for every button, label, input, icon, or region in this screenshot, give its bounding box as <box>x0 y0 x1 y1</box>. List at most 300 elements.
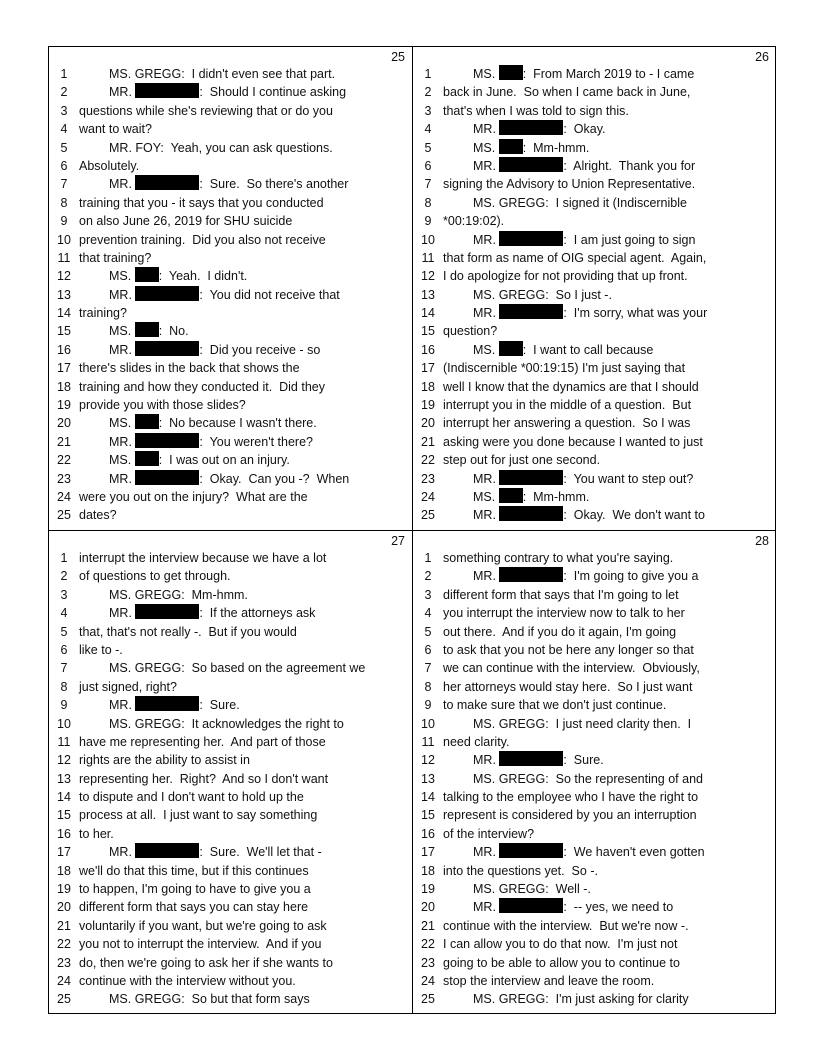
page-number: 27 <box>391 534 405 548</box>
line-number: 19 <box>421 882 435 897</box>
line-text <box>79 102 333 120</box>
transcript-line <box>413 696 775 714</box>
line-text-segment: training and how they conducted it. Did they <box>79 379 325 394</box>
line-text <box>109 586 248 604</box>
transcript-line <box>49 286 411 304</box>
line-text <box>443 322 497 340</box>
line-text-segment: MS. <box>473 489 499 504</box>
line-number: 22 <box>57 453 71 468</box>
page-number: 28 <box>755 534 769 548</box>
line-number: 4 <box>424 606 432 621</box>
line-text-segment: training? <box>79 306 127 321</box>
line-number: 8 <box>60 679 68 694</box>
line-text <box>79 506 117 524</box>
transcript-line <box>413 175 775 193</box>
line-number: 25 <box>57 508 71 523</box>
line-text-segment: provide you with those slides? <box>79 398 246 413</box>
transcript-line <box>413 231 775 249</box>
transcript-lines <box>49 549 411 1009</box>
redaction-block <box>135 451 159 466</box>
line-text <box>79 549 326 567</box>
line-text-segment: on also June 26, 2019 for SHU suicide <box>79 214 293 229</box>
transcript-line <box>413 843 775 861</box>
line-text-segment: : Mm-hmm. <box>522 489 590 504</box>
line-number: 3 <box>424 587 432 602</box>
line-number: 25 <box>421 508 435 523</box>
line-number: 18 <box>421 863 435 878</box>
redaction-block <box>499 470 563 485</box>
transcript-line <box>49 917 411 935</box>
line-number: 6 <box>424 158 432 173</box>
line-text <box>443 733 509 751</box>
line-text <box>79 623 297 641</box>
line-text-segment: *00:19:02). <box>443 214 505 229</box>
line-number: 13 <box>421 771 435 786</box>
line-text-segment: MR. <box>109 342 136 357</box>
line-text <box>109 659 365 677</box>
line-text <box>473 139 589 157</box>
line-text-segment: MS. <box>473 342 499 357</box>
transcript-line <box>49 678 411 696</box>
line-text-segment: need clarity. <box>443 734 510 749</box>
line-text-segment: : No because I wasn't there. <box>158 416 317 431</box>
transcript-line <box>49 267 411 285</box>
line-text-segment: we can continue with the interview. Obviously, <box>443 661 700 676</box>
transcript-line <box>49 488 411 506</box>
line-text-segment: : I was out on an injury. <box>158 453 290 468</box>
line-text-segment: MS. GREGG: I signed it (Indiscernible <box>473 195 687 210</box>
line-number: 2 <box>60 569 68 584</box>
redaction-block <box>135 341 199 356</box>
line-text <box>443 83 690 101</box>
line-text <box>443 414 690 432</box>
line-number: 23 <box>57 955 71 970</box>
line-text <box>473 120 606 138</box>
line-text-segment: MS. GREGG: So based on the agreement we <box>109 661 366 676</box>
line-text <box>79 212 292 230</box>
line-number: 8 <box>424 195 432 210</box>
line-number: 1 <box>424 551 432 565</box>
line-text-segment: back in June. So when I came back in June, <box>443 85 691 100</box>
redaction-block <box>135 604 199 619</box>
line-number: 16 <box>57 342 71 357</box>
transcript-line <box>413 678 775 696</box>
line-text-segment: I can allow you to do that now. I'm just not <box>443 937 678 952</box>
line-text-segment: of questions to get through. <box>79 569 231 584</box>
line-text <box>109 433 313 451</box>
line-text-segment: MS. <box>109 324 135 339</box>
line-number: 10 <box>421 716 435 731</box>
transcript-line <box>49 751 411 769</box>
line-text-segment: continue with the interview without you. <box>79 973 296 988</box>
line-text-segment: MS. GREGG: Well -. <box>473 882 591 897</box>
line-text <box>79 488 308 506</box>
redaction-block <box>499 898 563 913</box>
line-text <box>473 880 591 898</box>
redaction-block <box>499 341 523 356</box>
line-text <box>109 322 189 340</box>
line-number: 13 <box>57 771 71 786</box>
line-text <box>473 843 705 861</box>
transcript-line <box>413 788 775 806</box>
transcript-line <box>413 470 775 488</box>
transcript-line <box>49 862 411 880</box>
line-text-segment: interrupt the interview because we have a lot <box>79 551 327 565</box>
transcript-lines <box>413 65 775 525</box>
transcript-line <box>49 359 411 377</box>
line-text-segment: that, that's not really -. But if you would <box>79 624 297 639</box>
line-text-segment: : From March 2019 to - I came <box>522 67 695 81</box>
line-number: 12 <box>57 753 71 768</box>
transcript-line <box>413 770 775 788</box>
transcript-line <box>49 470 411 488</box>
line-text-segment: MS. GREGG: I'm just asking for clarity <box>473 992 689 1007</box>
line-text-segment: talking to the employee who I have the right to <box>443 790 699 805</box>
page-number: 25 <box>391 50 405 64</box>
transcript-page <box>413 47 775 530</box>
transcript-line <box>49 586 411 604</box>
transcript-line <box>413 825 775 843</box>
line-text <box>79 120 152 138</box>
line-text <box>79 972 296 990</box>
line-text <box>109 696 240 714</box>
line-text-segment: MR. <box>473 471 500 486</box>
line-text-segment: : If the attorneys ask <box>199 606 316 621</box>
line-number: 16 <box>421 826 435 841</box>
transcript-line <box>413 567 775 585</box>
line-text <box>79 396 246 414</box>
line-text-segment: something contrary to what you're saying. <box>443 551 674 565</box>
line-text-segment: MR. <box>473 569 500 584</box>
line-text-segment: MR. <box>109 85 136 100</box>
line-number: 21 <box>421 434 435 449</box>
line-text-segment: : We haven't even gotten <box>563 845 705 860</box>
line-text-segment: : I want to call because <box>522 342 654 357</box>
transcript-line <box>413 623 775 641</box>
line-text <box>79 304 127 322</box>
line-text-segment: : I'm sorry, what was your <box>563 306 708 321</box>
transcript-line <box>413 139 775 157</box>
transcript-line <box>49 120 411 138</box>
transcript-line <box>413 751 775 769</box>
line-text-segment: : No. <box>158 324 189 339</box>
line-text <box>109 286 340 304</box>
line-text <box>443 378 699 396</box>
line-number: 9 <box>60 214 68 229</box>
line-number: 11 <box>421 250 435 265</box>
redaction-block <box>135 414 159 429</box>
line-number: 6 <box>60 642 68 657</box>
redaction-block <box>135 696 199 711</box>
line-number: 24 <box>57 973 71 988</box>
transcript-page <box>413 531 775 1014</box>
redaction-block <box>135 433 199 448</box>
line-text <box>443 806 697 824</box>
line-text-segment: have me representing her. And part of those <box>79 734 326 749</box>
transcript-line <box>413 83 775 101</box>
line-text <box>79 231 326 249</box>
redaction-block <box>135 843 199 858</box>
line-text-segment: prevention training. Did you also not receive <box>79 232 326 247</box>
line-text <box>473 341 653 359</box>
line-text-segment: : Okay. <box>563 122 606 137</box>
transcript-line <box>413 359 775 377</box>
line-text-segment: : Sure. So there's another <box>199 177 349 192</box>
line-text <box>109 843 322 861</box>
line-number: 12 <box>421 269 435 284</box>
line-number: 15 <box>57 808 71 823</box>
line-text-segment: step out for just one second. <box>443 453 601 468</box>
line-text-segment: : Yeah. I didn't. <box>158 269 248 284</box>
line-number: 18 <box>57 863 71 878</box>
line-text-segment: signing the Advisory to Union Representative. <box>443 177 696 192</box>
transcript-line <box>413 935 775 953</box>
line-number: 22 <box>421 937 435 952</box>
line-text-segment: MS. <box>109 416 135 431</box>
transcript-line <box>413 972 775 990</box>
transcript-line <box>413 806 775 824</box>
line-text <box>79 733 326 751</box>
line-number: 11 <box>57 250 71 265</box>
transcript-line <box>49 733 411 751</box>
transcript-line <box>49 880 411 898</box>
line-number: 1 <box>60 67 68 81</box>
line-number: 9 <box>424 698 432 713</box>
line-text <box>443 972 654 990</box>
transcript-line <box>413 433 775 451</box>
line-number: 14 <box>57 790 71 805</box>
line-text-segment: to happen, I'm going to have to give you a <box>79 882 311 897</box>
line-text-segment: MR. <box>473 900 500 915</box>
line-text <box>79 194 324 212</box>
transcript-line <box>413 341 775 359</box>
transcript-lines <box>413 549 775 1009</box>
line-number: 7 <box>424 177 432 192</box>
line-number: 5 <box>424 140 432 155</box>
line-number: 1 <box>424 67 432 81</box>
line-text <box>443 659 700 677</box>
line-number: 7 <box>424 661 432 676</box>
transcript-line <box>49 604 411 622</box>
line-number: 3 <box>60 587 68 602</box>
line-number: 15 <box>57 324 71 339</box>
line-number: 9 <box>424 214 432 229</box>
line-number: 23 <box>421 955 435 970</box>
line-text-segment: training that you - it says that you conducted <box>79 195 324 210</box>
transcript-line <box>49 396 411 414</box>
line-number: 14 <box>421 306 435 321</box>
line-number: 19 <box>57 398 71 413</box>
line-number: 16 <box>57 826 71 841</box>
transcript-line <box>49 414 411 432</box>
line-text-segment: were you out on the injury? What are the <box>79 489 308 504</box>
line-text-segment: MS. <box>109 269 135 284</box>
line-text-segment: process at all. I just want to say something <box>79 808 318 823</box>
line-text-segment: you not to interrupt the interview. And if you <box>79 937 322 952</box>
line-text-segment: MR. <box>109 698 136 713</box>
line-text <box>443 549 673 567</box>
line-text-segment: interrupt you in the middle of a question. But <box>443 398 692 413</box>
line-text-segment: MS. GREGG: I just need clarity then. I <box>473 716 692 731</box>
redaction-block <box>135 83 199 98</box>
transcript-line <box>413 880 775 898</box>
line-number: 24 <box>421 489 435 504</box>
redaction-block <box>499 65 523 80</box>
line-text <box>473 304 707 322</box>
line-text-segment: question? <box>443 324 498 339</box>
line-text <box>443 954 680 972</box>
line-number: 19 <box>421 398 435 413</box>
line-number: 10 <box>57 716 71 731</box>
line-number: 20 <box>57 416 71 431</box>
line-text-segment: MS. GREGG: So the representing of and <box>473 771 703 786</box>
transcript-line <box>49 341 411 359</box>
line-text <box>473 488 589 506</box>
line-text-segment: : Should I continue asking <box>199 85 347 100</box>
line-text <box>109 451 290 469</box>
line-text-segment: like to -. <box>79 642 123 657</box>
line-text <box>79 359 300 377</box>
line-text-segment: MS. <box>473 67 499 81</box>
transcript-line <box>49 641 411 659</box>
line-text <box>79 751 250 769</box>
line-text <box>443 212 504 230</box>
line-text-segment: : I am just going to sign <box>563 232 696 247</box>
line-number: 4 <box>424 122 432 137</box>
line-number: 25 <box>421 992 435 1007</box>
transcript-line <box>49 549 411 567</box>
line-text-segment: : -- yes, we need to <box>563 900 674 915</box>
line-text <box>109 65 335 83</box>
line-number: 13 <box>57 287 71 302</box>
transcript-line <box>413 604 775 622</box>
transcript-line <box>49 788 411 806</box>
transcript-line <box>49 954 411 972</box>
line-number: 5 <box>60 624 68 639</box>
transcript-line <box>413 488 775 506</box>
line-number: 17 <box>421 845 435 860</box>
transcript-sheet <box>48 46 776 1014</box>
redaction-block <box>135 322 159 337</box>
line-text-segment: different form that says that I'm going to let <box>443 587 679 602</box>
line-text <box>473 751 604 769</box>
redaction-block <box>135 267 159 282</box>
line-text-segment: that's when I was told to sign this. <box>443 103 629 118</box>
line-text <box>79 935 322 953</box>
line-text <box>473 194 687 212</box>
line-text <box>79 770 328 788</box>
line-text-segment: MR. <box>109 845 136 860</box>
transcript-line <box>413 157 775 175</box>
line-text-segment: continue with the interview. But we're now -. <box>443 918 689 933</box>
line-number: 8 <box>60 195 68 210</box>
line-text <box>443 175 695 193</box>
line-text-segment: MR. <box>473 232 500 247</box>
line-text-segment: MR. <box>109 471 136 486</box>
line-text-segment: we'll do that this time, but if this continues <box>79 863 309 878</box>
transcript-line <box>413 102 775 120</box>
line-number: 5 <box>424 624 432 639</box>
redaction-block <box>499 139 523 154</box>
transcript-line <box>49 696 411 714</box>
redaction-block <box>499 843 563 858</box>
transcript-line <box>49 451 411 469</box>
line-number: 11 <box>57 734 71 749</box>
line-text <box>443 825 534 843</box>
transcript-line <box>49 249 411 267</box>
line-text <box>79 954 333 972</box>
line-number: 7 <box>60 661 68 676</box>
line-text-segment: MR. <box>109 177 136 192</box>
transcript-line <box>49 304 411 322</box>
line-number: 17 <box>421 361 435 376</box>
line-number: 9 <box>60 698 68 713</box>
transcript-line <box>49 378 411 396</box>
transcript-line <box>49 567 411 585</box>
transcript-page <box>49 47 411 530</box>
transcript-line <box>413 212 775 230</box>
line-text <box>473 286 612 304</box>
line-text <box>443 604 685 622</box>
transcript-line <box>49 175 411 193</box>
transcript-line <box>49 843 411 861</box>
line-number: 7 <box>60 177 68 192</box>
transcript-page <box>49 531 411 1014</box>
line-text <box>79 157 139 175</box>
transcript-line <box>413 194 775 212</box>
line-text-segment: MR. <box>109 434 136 449</box>
transcript-line <box>49 139 411 157</box>
line-text-segment: MS. GREGG: So but that form says <box>109 992 310 1007</box>
line-text-segment: : I'm going to give you a <box>563 569 699 584</box>
line-number: 25 <box>57 992 71 1007</box>
line-text <box>109 341 320 359</box>
redaction-block <box>499 304 563 319</box>
line-text <box>109 414 317 432</box>
line-text-segment: of the interview? <box>443 826 535 841</box>
line-text-segment: MR. <box>473 508 500 523</box>
line-text <box>443 433 703 451</box>
transcript-line <box>49 825 411 843</box>
line-number: 2 <box>424 569 432 584</box>
line-text <box>443 102 629 120</box>
line-text <box>473 898 673 916</box>
line-text-segment: : You did not receive that <box>199 287 340 302</box>
line-number: 3 <box>424 103 432 118</box>
redaction-block <box>499 157 563 172</box>
line-number: 8 <box>424 679 432 694</box>
line-text-segment: going to be able to allow you to continue to <box>443 955 680 970</box>
line-text-segment: there's slides in the back that shows the <box>79 361 300 376</box>
line-text <box>79 378 325 396</box>
transcript-line <box>49 322 411 340</box>
line-number: 18 <box>57 379 71 394</box>
line-text-segment: represent is considered by you an interruption <box>443 808 697 823</box>
line-text <box>79 862 309 880</box>
line-text <box>443 396 691 414</box>
line-text <box>443 586 679 604</box>
line-text <box>443 451 600 469</box>
line-text-segment: : Did you receive - so <box>199 342 321 357</box>
line-text <box>109 715 344 733</box>
line-number: 21 <box>421 918 435 933</box>
transcript-line <box>413 378 775 396</box>
line-number: 14 <box>421 790 435 805</box>
line-number: 21 <box>57 434 71 449</box>
line-text-segment: : Sure. We'll let that - <box>199 845 322 860</box>
line-text-segment: to ask that you not be here any longer so that <box>443 642 694 657</box>
line-text-segment: to make sure that we don't just continue. <box>443 698 667 713</box>
